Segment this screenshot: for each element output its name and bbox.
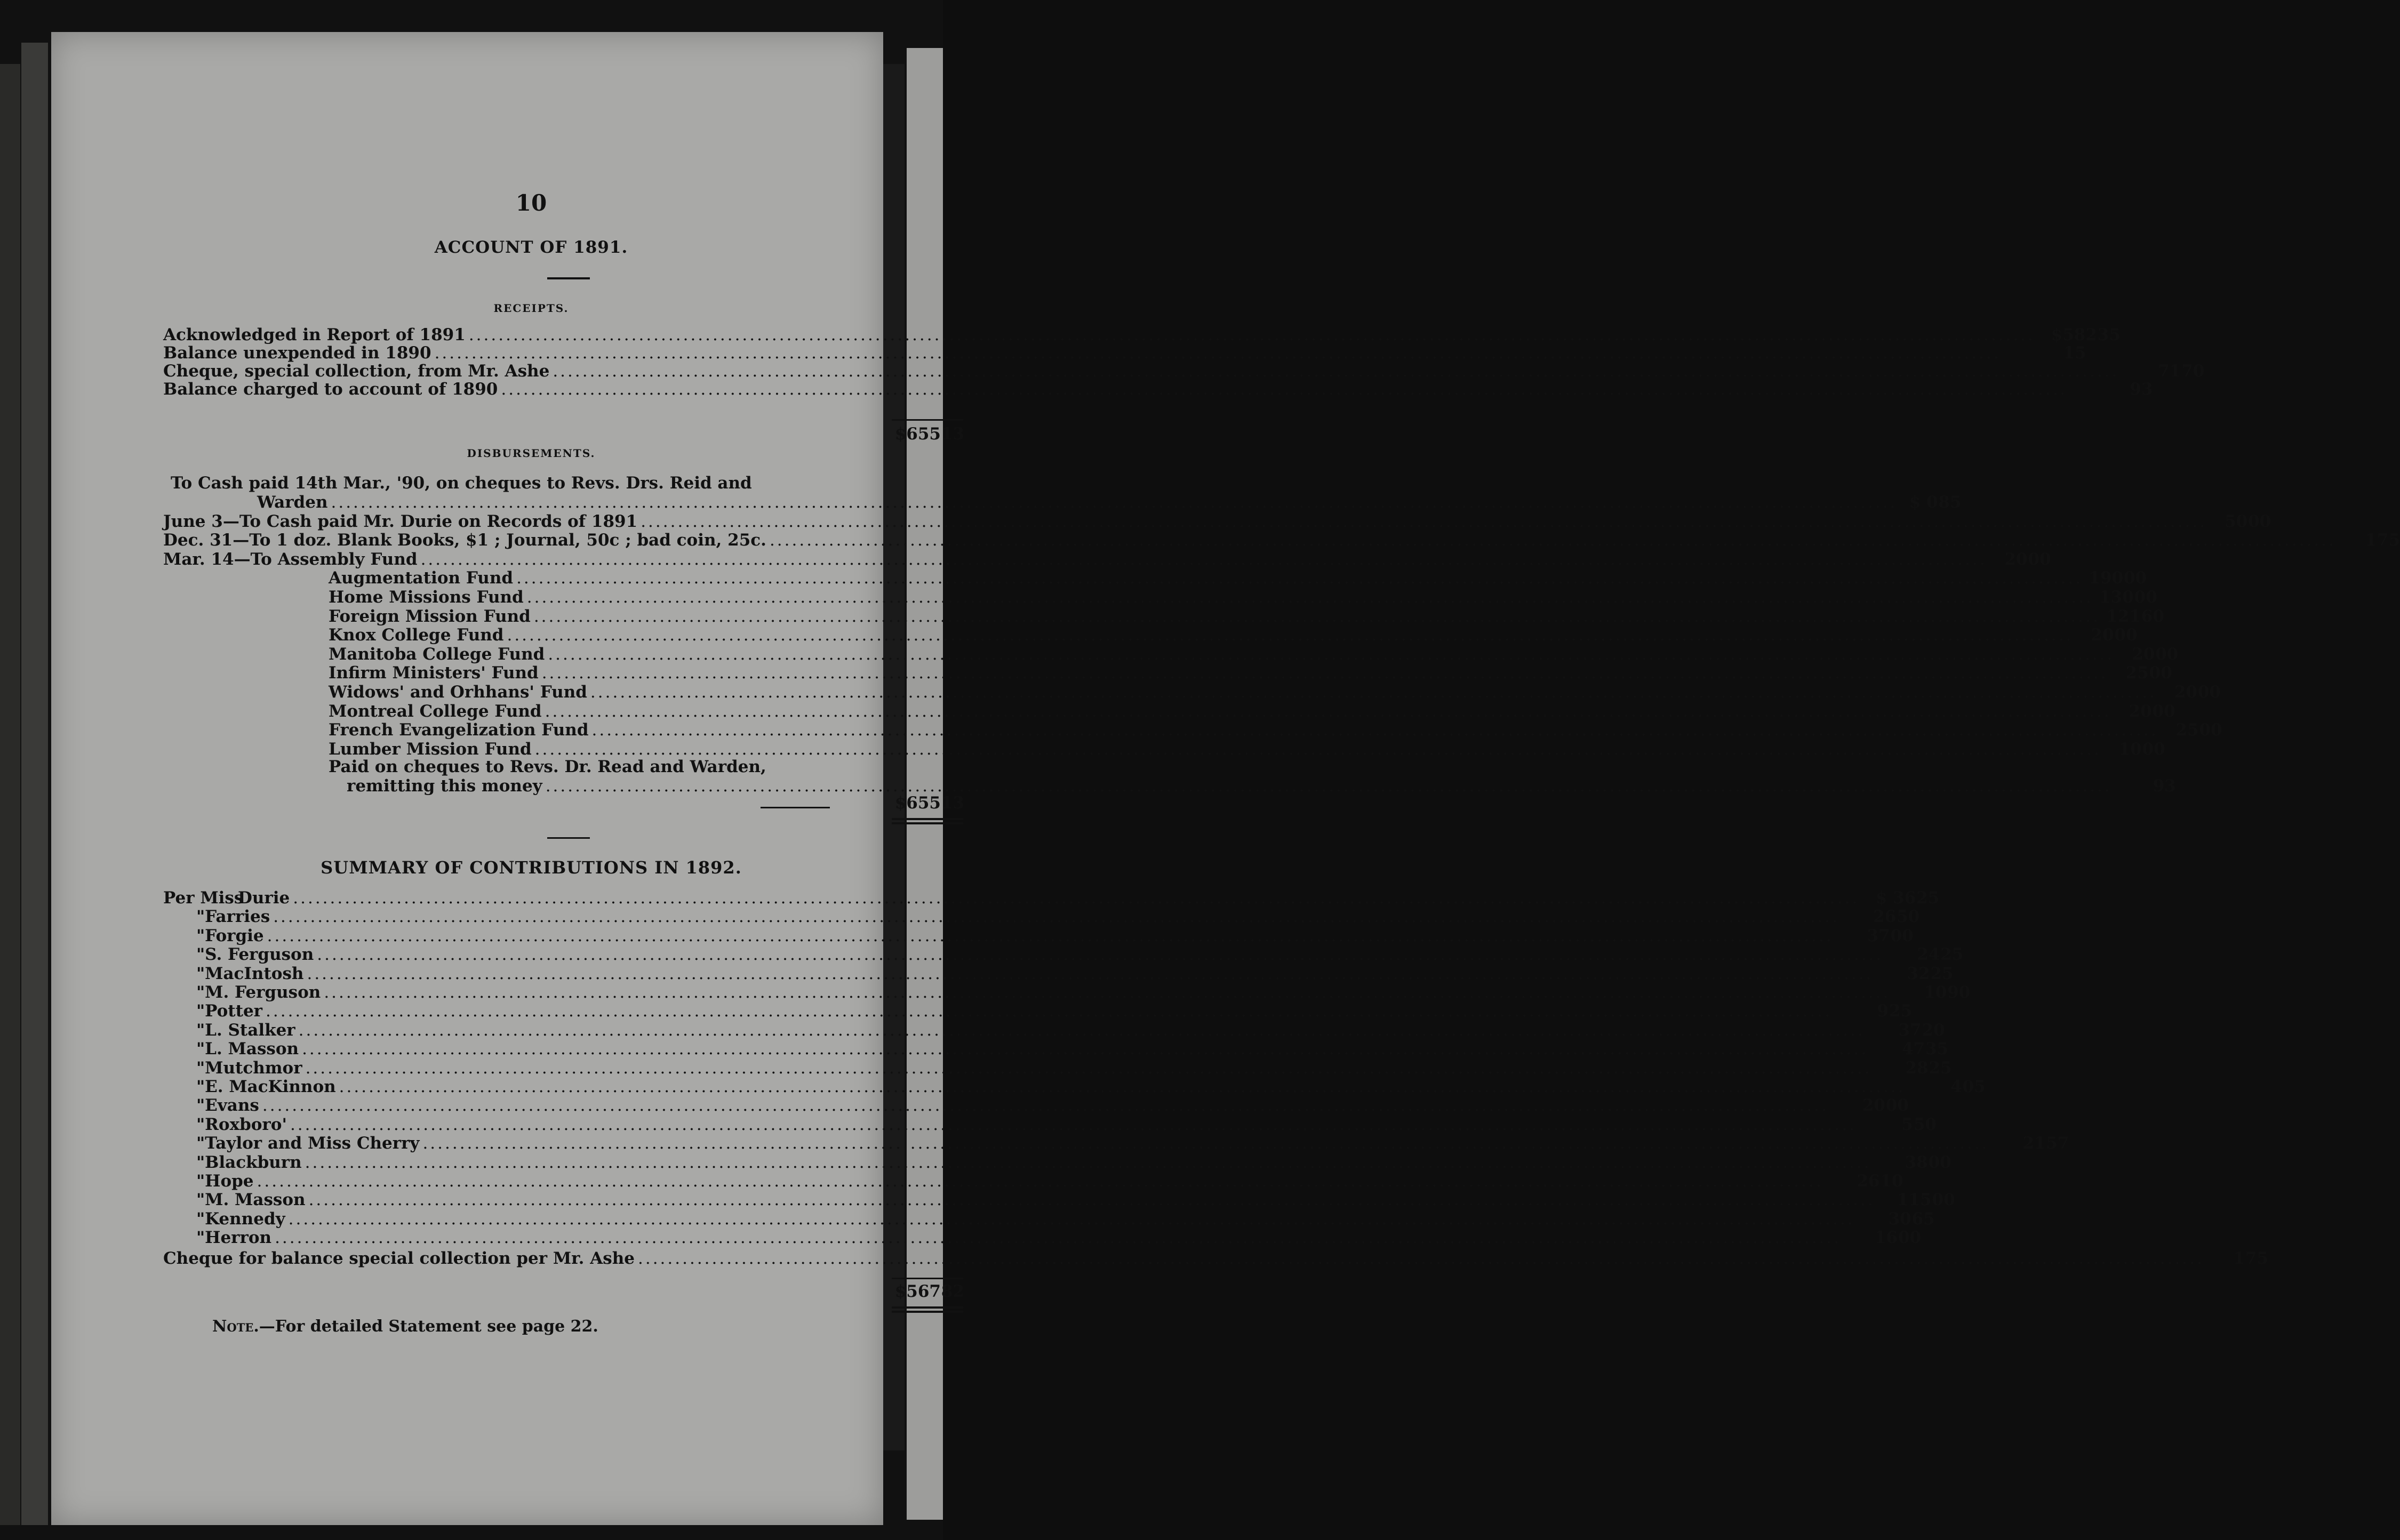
disbursement-row-dollars: 20	[2132, 644, 2155, 664]
receipts-total-rule	[892, 419, 963, 421]
contribution-row-label: MacIntosh	[205, 964, 304, 983]
leader-dots	[307, 964, 1873, 983]
disbursement-row-cents: 00	[2248, 511, 2271, 531]
contribution-row-dollars: 9	[1877, 1001, 1889, 1021]
disbursement-row-label: Dec. 31—To 1 doz. Blank Books, $1 ; Journal, 50c ; bad coin, 25c.	[163, 531, 766, 550]
contribution-row-amount	[1871, 1039, 1948, 1058]
name-prefix: Per Miss	[163, 888, 244, 908]
disbursement-row-dollars: 20	[2091, 625, 2114, 645]
disbursement-row-amount	[2103, 607, 2164, 626]
name-prefix: "	[196, 1190, 205, 1210]
disbursement-row-label: Widows' and Orhhans' Fund	[329, 683, 587, 702]
disbursement-row-cents: 85	[1938, 493, 1962, 512]
receipt-row-dollars: 71	[2158, 362, 2181, 381]
contribution-row-cents: 05	[1962, 1077, 1986, 1096]
leader-dots	[262, 1096, 1829, 1115]
contribution-row-dollars: 32	[1907, 964, 1930, 983]
contribution-row-cents: 90	[1947, 983, 1971, 1002]
remitting-cents: 93	[2153, 776, 2176, 796]
disbursement-row	[329, 606, 2164, 626]
contribution-row-dollars: 37	[1867, 926, 1890, 945]
name-prefix: "	[196, 983, 205, 1002]
leader-dots	[290, 1115, 1857, 1134]
cheque-balance-row	[163, 1249, 2269, 1268]
contribution-row-amount	[1837, 926, 1914, 945]
disbursement-row-amount	[2339, 531, 2400, 550]
disbursement-row-amount	[2086, 568, 2147, 588]
contribution-row-cents: 00	[1890, 926, 1914, 945]
name-prefix: "	[196, 1077, 205, 1096]
contribution-row-dollars: 20	[1862, 1096, 1885, 1116]
contribution-row-amount	[1835, 1001, 1912, 1021]
contribution-row-amount	[1886, 945, 1963, 964]
disbursement-row-dollars: 20	[2004, 549, 2028, 569]
contribution-row-dollars: $ 36	[1875, 888, 1916, 908]
cheque-balance-dollars: 1	[2233, 1249, 2245, 1268]
receipt-row	[163, 325, 2121, 344]
name-prefix: "	[196, 1134, 205, 1153]
disbursement-row-cents: 00	[2123, 568, 2147, 588]
contribution-row-dollars: 38	[1905, 1152, 1928, 1172]
contribution-row-amount	[1858, 1209, 1935, 1229]
contribution-row	[163, 888, 1940, 908]
disbursement-row-amount	[2160, 683, 2221, 702]
contribution-row-amount	[1875, 1153, 1951, 1172]
disbursement-row-cents: 00	[2028, 549, 2051, 569]
contribution-row-dollars: 115	[1897, 1190, 1932, 1210]
contribution-row-label: Taylor and Miss Cherry	[205, 1134, 420, 1153]
contribution-row	[163, 1172, 1903, 1191]
contribution-row	[163, 907, 1920, 927]
disbursement-row-label: Warden	[257, 493, 328, 512]
disbursement-row-cents: 00	[2134, 588, 2157, 607]
page-number: 10	[515, 190, 547, 216]
name-prefix: "	[196, 1096, 205, 1116]
page-paper	[51, 32, 2400, 1525]
leader-dots	[267, 926, 1834, 945]
leader-dots	[638, 1249, 2204, 1268]
leader-dots	[590, 683, 2157, 702]
leader-dots	[553, 362, 2119, 381]
contribution-row	[163, 1039, 1949, 1059]
contribution-row-amount	[1832, 1096, 1909, 1115]
receipt-row-label: Balance charged to account of 1890	[163, 380, 498, 399]
contribution-row-cents: 00	[1898, 1228, 1922, 1248]
leader-dots	[548, 645, 2114, 664]
contribution-row-cents: 25	[1929, 1058, 1952, 1078]
contribution-row-amount	[1875, 1058, 1952, 1078]
receipt-row	[163, 380, 2153, 399]
leader-dots	[266, 1001, 1832, 1021]
contribution-row-label: M. Ferguson	[205, 983, 321, 1002]
summary-total-rule	[892, 1278, 963, 1279]
receipts-total-dollars: $655	[894, 424, 941, 444]
disbursement-row	[329, 663, 2172, 683]
book-spine-outer	[0, 64, 20, 1525]
disbursement-row-cents: 00	[2155, 644, 2179, 664]
leader-dots	[293, 888, 1859, 908]
contribution-row	[163, 1001, 1913, 1021]
contribution-row	[163, 1134, 2069, 1153]
leader-dots	[435, 343, 2001, 363]
leader-dots	[545, 702, 2111, 721]
contribution-row-dollars: 26	[1857, 1172, 1880, 1191]
disbursement-row-cents: 60	[2141, 606, 2164, 626]
disbursement-row-dollars: 1	[2365, 531, 2377, 550]
name-prefix: "	[196, 1209, 205, 1229]
receipt-row-cents: 35	[2097, 325, 2121, 344]
leader-dots	[546, 776, 2112, 796]
contribution-row-label: Evans	[205, 1096, 259, 1116]
contribution-row	[163, 1077, 1986, 1096]
name-prefix: "	[196, 1058, 205, 1078]
leader-dots	[592, 720, 2158, 740]
disbursement-row-cents: 00	[2142, 739, 2165, 759]
contribution-row-dollars: 37	[1898, 1020, 1922, 1040]
disbursement-row	[329, 739, 2165, 759]
contribution-row-label: Kennedy	[205, 1209, 285, 1229]
contribution-row-cents: 35	[1925, 1039, 1949, 1059]
receipt-row-label: Cheque, special collection, from Mr. Ashe	[163, 362, 550, 381]
contribution-row	[163, 1096, 1909, 1116]
contribution-row-label: Forgie	[205, 926, 264, 945]
disbursement-row-label: French Evangelization Fund	[329, 720, 589, 740]
disbursement-row	[329, 625, 2138, 645]
leader-dots	[302, 1039, 1868, 1058]
leader-dots	[273, 907, 1839, 926]
disbursement-row	[329, 720, 2222, 740]
disbursement-row-amount	[2162, 720, 2222, 740]
disbursement-row	[329, 568, 2147, 588]
disbursement-row	[329, 701, 2175, 721]
name-prefix: "	[196, 1001, 205, 1021]
contribution-row-label: Farries	[205, 907, 270, 927]
disbursement-row-label: Mar. 14—To Assembly Fund	[163, 549, 418, 569]
contribution-row-label: L. Stalker	[205, 1020, 295, 1040]
name-prefix: "	[196, 1114, 205, 1134]
leader-dots	[309, 1190, 1875, 1209]
contribution-row-cents: 50	[1897, 907, 1920, 927]
disbursement-row	[329, 644, 2179, 664]
receipts-total-cents: 13	[941, 424, 964, 444]
disbursement-row	[163, 549, 2051, 569]
leader-dots	[339, 1077, 1906, 1096]
contribution-row-label: E. MacKinnon	[205, 1077, 336, 1096]
disbursement-row-cents: 00	[2152, 701, 2175, 721]
disbursement-row-amount	[1990, 550, 2051, 569]
disbursements-total-cents: 13	[941, 793, 964, 813]
disbursement-row-amount	[1901, 493, 1962, 512]
contribution-row-cents: 25	[1889, 1001, 1913, 1021]
disbursement-row-cents: 75	[2377, 531, 2400, 550]
title-rule	[547, 277, 590, 279]
contribution-row-dollars: 28	[1905, 1058, 1929, 1078]
contribution-row-amount	[1878, 1190, 1955, 1209]
contribution-row-amount	[1893, 983, 1970, 1002]
contribution-row-dollars: 5	[1901, 1114, 1913, 1134]
disbursement-row-dollars: 10	[2118, 739, 2142, 759]
receipt-row-amount	[2122, 362, 2204, 381]
leader-dots	[305, 1153, 1871, 1172]
contribution-row-label: Potter	[205, 1001, 263, 1021]
contribution-row-amount	[1843, 907, 1919, 926]
leader-dots	[534, 607, 2100, 626]
account-title: ACCOUNT OF 1891.	[434, 238, 628, 257]
contribution-row-amount	[1860, 1115, 1937, 1134]
contribution-row-amount	[1827, 1172, 1903, 1191]
footnote-lead: Note.	[212, 1317, 259, 1336]
disbursements-double-rule-1	[892, 818, 963, 820]
contribution-row	[163, 945, 1964, 965]
receipt-row-label: Balance unexpended in 1890	[163, 343, 431, 363]
receipt-row-amount	[2038, 325, 2121, 344]
receipt-row-dollars: $582	[2051, 325, 2097, 344]
leader-dots	[422, 1134, 1989, 1153]
contribution-row	[163, 1020, 1945, 1040]
disbursement-row-amount	[2077, 625, 2138, 645]
contribution-row	[163, 1228, 1922, 1248]
summary-total-cents: 82	[941, 1282, 964, 1301]
disbursement-row-dollars: 121	[2106, 606, 2141, 626]
leader-dots	[331, 493, 1897, 512]
contribution-row-dollars: 21	[2022, 1134, 2046, 1153]
receipt-row	[163, 343, 2086, 363]
remitting-label: remitting this money	[347, 776, 542, 796]
contribution-row-label: Mutchmor	[205, 1058, 302, 1078]
contribution-row-dollars: 10	[1924, 983, 1947, 1002]
disbursement-row-amount	[2097, 588, 2157, 607]
receipts-total	[857, 424, 964, 444]
contribution-row-label: L. Masson	[205, 1039, 299, 1059]
name-prefix: "	[196, 1152, 205, 1172]
contribution-row-cents: 25	[1916, 888, 1940, 908]
summary-total	[857, 1282, 964, 1301]
disbursement-row	[163, 511, 2271, 531]
cheque-balance-cents: 75	[2245, 1249, 2269, 1268]
contribution-row-cents: 50	[1913, 1114, 1937, 1134]
contribution-row	[163, 1190, 1955, 1210]
disbursements-double-rule-2	[892, 822, 963, 824]
disbursement-row-amount	[2105, 740, 2165, 759]
leader-dots	[469, 325, 2035, 344]
disbursement-row-cents: 00	[2149, 663, 2172, 683]
name-prefix: "	[196, 907, 205, 927]
contribution-row	[163, 1209, 1935, 1229]
disbursement-row	[329, 683, 2221, 702]
contribution-row-cents: 00	[1932, 1190, 1955, 1210]
leader-dots	[289, 1209, 1855, 1229]
contribution-row	[163, 926, 1914, 945]
contribution-row-amount	[1993, 1134, 2069, 1153]
disbursements-total	[857, 793, 964, 813]
contribution-row-label: Herron	[205, 1228, 272, 1248]
disbursement-row-cents: 00	[2197, 683, 2221, 702]
summary-total-dollars: $567	[894, 1282, 941, 1301]
disbursement-row	[163, 531, 2400, 550]
disbursement-row-dollars: 25	[2175, 720, 2199, 740]
disbursement-first-line: To Cash paid 14th Mar., '90, on cheques to Revs. Drs. Reid and	[171, 474, 752, 493]
name-prefix: "	[196, 1020, 205, 1040]
receipt-row-cents: 93	[2130, 380, 2153, 399]
disbursement-row	[329, 588, 2157, 607]
name-prefix: "	[196, 964, 205, 983]
disbursements-heading: DISBURSEMENTS.	[467, 447, 596, 460]
contribution-row-amount	[1844, 1228, 1921, 1247]
disbursement-row-label: Montreal College Fund	[329, 701, 542, 721]
leader-dots	[275, 1228, 1841, 1247]
disbursement-row-dollars: 20	[2174, 683, 2197, 702]
contribution-row-cents: 00	[1885, 1096, 1909, 1116]
disbursement-row-label: Lumber Mission Fund	[329, 739, 532, 759]
book-spine	[21, 43, 48, 1525]
contribution-row	[163, 1058, 1952, 1078]
disbursement-row-dollars: 20	[2129, 701, 2152, 721]
contribution-row-cents: 20	[1922, 1020, 1945, 1040]
disbursement-row-label: Home Missions Fund	[329, 588, 524, 607]
disbursement-row-amount	[2115, 702, 2175, 721]
leader-dots	[324, 983, 1890, 1002]
receipt-row-cents: 70	[2181, 362, 2205, 381]
contribution-row-amount	[1909, 1077, 1986, 1096]
disbursement-row-amount	[2117, 645, 2178, 664]
leader-dots	[299, 1021, 1865, 1040]
leader-dots	[527, 588, 2093, 607]
contribution-row-amount	[1862, 888, 1939, 908]
contribution-row	[163, 1152, 1951, 1172]
disbursement-row-label: Manitoba College Fund	[329, 644, 545, 664]
leader-dots	[317, 945, 1883, 964]
contribution-row-label: Durie	[238, 888, 290, 908]
contribution-row-dollars: 16	[1874, 1228, 1898, 1248]
leader-dots	[421, 550, 1987, 569]
disbursement-row-label: Foreign Mission Fund	[329, 606, 531, 626]
cheque-balance-label: Cheque for balance special collection per Mr. Ashe	[163, 1249, 635, 1268]
footnote	[212, 1317, 598, 1336]
receipt-row-amount	[2070, 380, 2153, 399]
disbursement-row	[257, 493, 1962, 512]
disbursement-row-dollars: 190	[2089, 568, 2124, 588]
disbursement-row-label: June 3—To Cash paid Mr. Durie on Records of 1891	[163, 511, 638, 531]
leader-dots	[516, 568, 2083, 588]
disbursement-row-cents: 00	[2114, 625, 2138, 645]
name-prefix: "	[196, 1228, 205, 1248]
contribution-row-label: Hope	[205, 1172, 254, 1191]
disbursement-row-cents: 00	[2199, 720, 2222, 740]
contribution-row-cents: 25	[1940, 945, 1964, 965]
contribution-row-amount	[1877, 964, 1954, 983]
contribution-row-cents: 65	[1911, 1209, 1935, 1229]
summary-double-rule-2	[892, 1311, 963, 1313]
name-prefix: "	[196, 926, 205, 945]
contribution-row	[163, 964, 1954, 983]
leader-dots	[306, 1058, 1872, 1078]
receipt-row-cents: 15	[2063, 343, 2086, 363]
remitting-row	[347, 776, 2176, 796]
name-prefix: "	[196, 1039, 205, 1059]
disbursement-row-dollars: 130	[2099, 588, 2134, 607]
summary-title: SUMMARY OF CONTRIBUTIONS IN 1892.	[321, 857, 742, 878]
leader-dots	[507, 625, 2073, 645]
leader-dots	[535, 740, 2101, 759]
contribution-row-cents: 25	[1930, 964, 1954, 983]
contribution-row-cents: 10	[1880, 1172, 1903, 1191]
contribution-row-label: Roxboro'	[205, 1114, 287, 1134]
leader-dots	[542, 663, 2108, 683]
disbursements-total-dollars: $655	[894, 793, 941, 813]
disbursement-row-amount	[2210, 512, 2271, 531]
contribution-row-dollars: 4	[1950, 1077, 1962, 1096]
receipts-heading: RECEIPTS.	[493, 302, 569, 315]
contribution-row	[163, 1114, 1937, 1134]
contribution-row-amount	[1868, 1021, 1945, 1040]
contribution-row-label: S. Ferguson	[205, 945, 314, 965]
disbursement-row-dollars: 50	[2225, 511, 2248, 531]
contribution-row-dollars: 26	[1873, 907, 1897, 927]
summary-double-rule-1	[892, 1306, 963, 1309]
disbursement-row-label: Augmentation Fund	[329, 568, 514, 588]
name-prefix: "	[196, 1172, 205, 1191]
name-prefix: "	[196, 945, 205, 965]
leader-dots	[257, 1172, 1823, 1191]
leader-dots	[501, 380, 2067, 399]
contribution-row-cents: 57	[2046, 1134, 2069, 1153]
contribution-row-label: M. Masson	[205, 1190, 306, 1210]
disbursement-row-label: Infirm Ministers' Fund	[329, 663, 539, 683]
disbursement-row-label: Knox College Fund	[329, 625, 504, 645]
contribution-row-cents: 00	[1928, 1152, 1951, 1172]
contribution-row	[163, 983, 1971, 1002]
disbursement-row-dollars: 25	[2125, 663, 2149, 683]
receipt-row	[163, 362, 2205, 381]
contribution-row-dollars: 24	[1917, 945, 1940, 965]
disbursements-dash	[761, 807, 830, 808]
receipt-row-amount	[2004, 343, 2086, 363]
contribution-row-dollars: 30	[1888, 1209, 1911, 1229]
disbursement-row-amount	[2111, 663, 2172, 683]
disbursement-row-dollars: $ 0	[1909, 493, 1938, 512]
leader-dots	[641, 512, 2207, 531]
contribution-row-dollars: 47	[1901, 1039, 1925, 1059]
leader-dots	[770, 531, 2336, 550]
contribution-row-label: Blackburn	[205, 1152, 302, 1172]
section-rule	[547, 837, 590, 839]
receipt-row-label: Acknowledged in Report of 1891	[163, 325, 466, 344]
footnote-text: —For detailed Statement see page 22.	[259, 1317, 598, 1336]
paid-cheques-line: Paid on cheques to Revs. Dr. Read and Warden,	[329, 757, 766, 776]
